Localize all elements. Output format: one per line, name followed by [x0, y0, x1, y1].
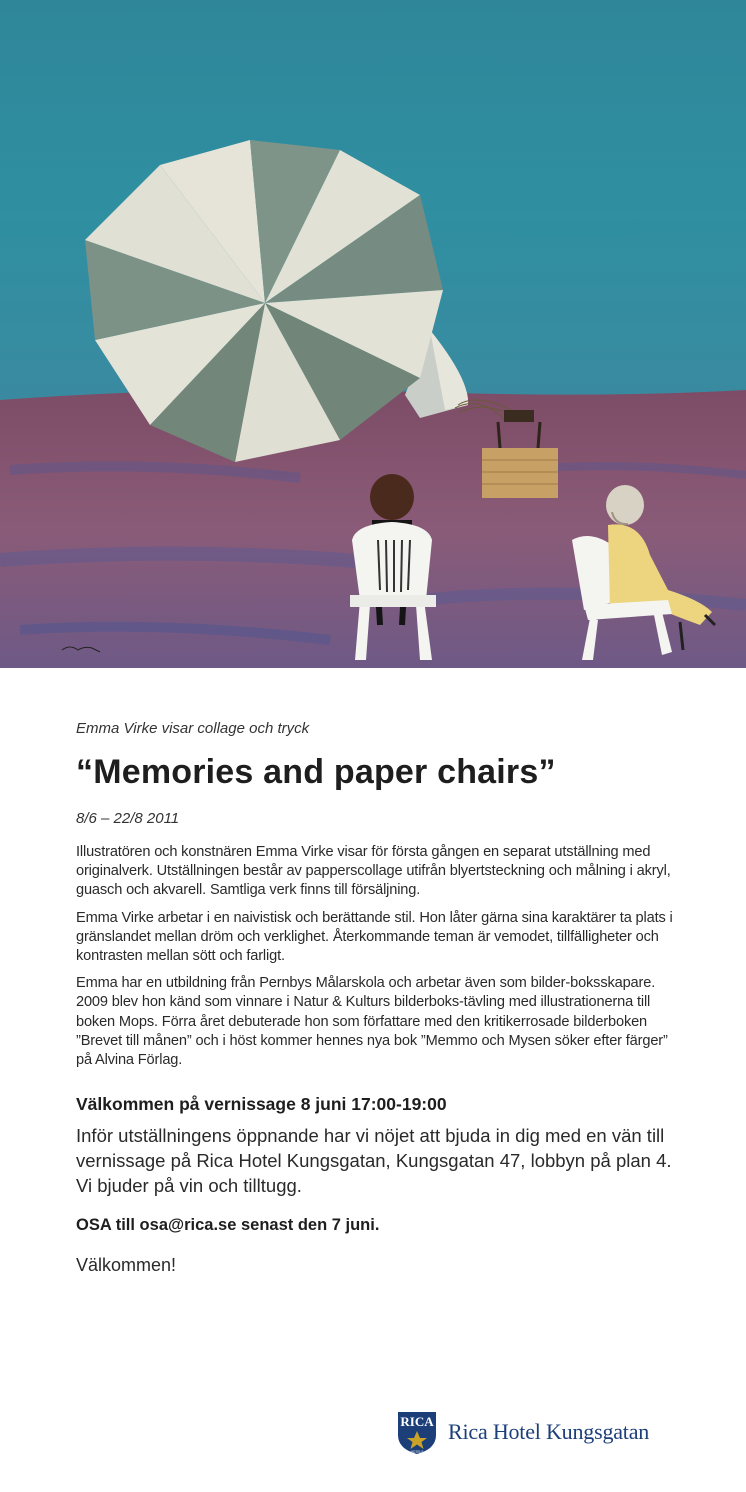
artwork-painting — [0, 0, 746, 668]
content — [76, 720, 676, 1276]
exhibition-dates: 8/6 – 22/8 2011 — [76, 810, 180, 827]
rica-logo — [394, 1409, 684, 1455]
welcome-text: Välkommen! — [76, 1255, 177, 1276]
vernissage-heading: Välkommen på vernissage 8 juni 17:00-19:00 — [76, 1094, 447, 1115]
paragraph-background: Emma har en utbildning från Pernbys Målarskola och arbetar även som bilder-boksskapare. 2009 blev hon känd som vinnare i Natur & Kulturs bilderboks-tävling med illustrationerna till boken Mops. Förra året debuterade hon som författare med den kritikerrosade bilderboken ”Brevet till månen” och i höst kommer hennes nya bok ”Memmo och Mysen söker efter färger” på Alvina Förlag. — [76, 975, 668, 1069]
rica-shield-icon — [394, 1409, 440, 1455]
hotel-name: Rica Hotel Kungsgatan — [448, 1419, 650, 1444]
subtitle: Emma Virke visar collage och tryck — [76, 720, 310, 737]
svg-text:HOTELS: HOTELS — [410, 1450, 424, 1454]
invite-text: Inför utställningens öppnande har vi nöjet att bjuda in dig med en vän till vernissage på Rica Hotel Kungsgatan, Kungsgatan 47, lobbyn på plan 4. Vi bjuder på vin och tilltugg. — [76, 1125, 672, 1197]
exhibition-title: “Memories and paper chairs” — [76, 753, 556, 791]
paragraph-style: Emma Virke arbetar i en naivistisk och berättande stil. Hon låter gärna sina karaktärer ta plats i gränslandet mellan dröm och verklighet. Återkommande teman är vemodet, tillfälligheter och kontrasten mellan sött och farligt. — [76, 909, 673, 965]
osa-text: OSA till osa@rica.se senast den 7 juni. — [76, 1216, 380, 1235]
paragraph-intro: Illustratören och konstnären Emma Virke visar för första gången en separat utställning med originalverk. Utställningen består av papperscollage utifrån blyertsteckning och målning i akryl, guasch och akvarell. Samtliga verk finns till försäljning. — [76, 844, 671, 899]
svg-text:RICA: RICA — [400, 1414, 434, 1429]
